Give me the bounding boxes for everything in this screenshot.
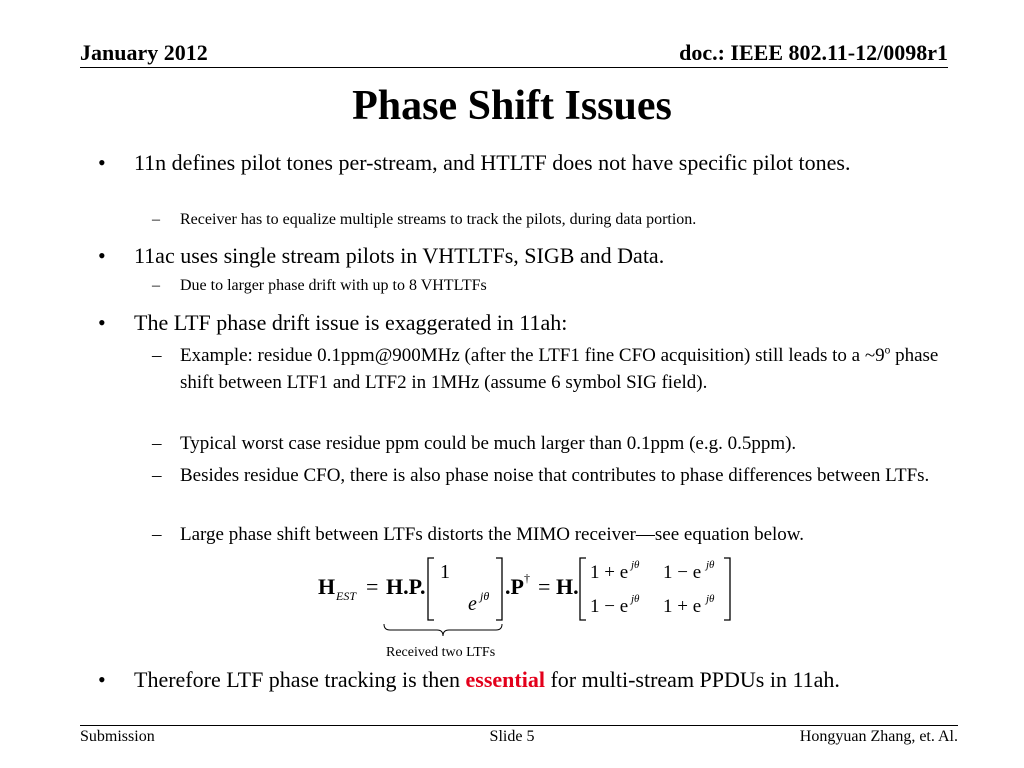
bullet-text: The LTF phase drift issue is exaggerated in 11ah: <box>134 310 568 335</box>
eq-bracket-left-2 <box>580 558 586 620</box>
header-doc-number: doc.: IEEE 802.11-12/0098r1 <box>679 40 948 65</box>
bullet-11ac-pilots <box>98 240 934 271</box>
bullet-marker: • <box>98 310 106 335</box>
eq-m22-sup: jθ <box>480 589 490 603</box>
dash-marker: – <box>152 277 160 294</box>
bullet-ltf-tracking-essential <box>98 664 934 695</box>
sub-bullet-receiver-equalize <box>152 209 940 231</box>
footer-submission: Submission <box>80 728 155 745</box>
sub-bullet-example-residue <box>152 342 950 396</box>
eq-m22: e <box>468 593 477 615</box>
sub-bullet-mimo-distortion <box>152 521 950 548</box>
eq-r12-sup: jθ <box>706 559 715 571</box>
eq-bracket-right-1 <box>496 558 502 620</box>
dash-marker: – <box>152 211 160 228</box>
bullet-marker: • <box>98 150 106 175</box>
eq-r22-sup: jθ <box>706 593 715 605</box>
eq-r11: 1 + e <box>590 562 629 583</box>
eq-equals-2: = <box>538 574 551 599</box>
header-date: January 2012 <box>80 40 208 65</box>
sub-bullet-worst-case <box>152 430 950 457</box>
sub-bullet-phase-drift <box>152 275 940 297</box>
sub-bullet-text: Example: residue 0.1ppm@900MHz (after the LTF1 fine CFO acquisition) still leads to a ~9 <box>180 345 885 366</box>
bullet-marker: • <box>98 667 106 692</box>
eq-bracket-left-1 <box>428 558 434 620</box>
eq-p-dagger: .P <box>505 574 524 599</box>
degree-superscript: o <box>884 344 891 357</box>
eq-brace-label: Received two LTFs <box>386 645 496 660</box>
dash-marker: – <box>152 524 162 545</box>
eq-r11-sup: jθ <box>631 559 640 571</box>
dash-marker: – <box>152 433 162 454</box>
sub-bullet-phase-noise <box>152 462 950 489</box>
sub-bullet-text: Large phase shift between LTFs distorts the MIMO receiver—see equation below. <box>180 524 805 545</box>
eq-hp: H.P. <box>386 574 426 599</box>
footer-slide-number: Slide 5 <box>489 728 535 745</box>
eq-m11: 1 <box>440 561 450 583</box>
eq-lhs-subscript: EST <box>336 589 357 603</box>
eq-r21: 1 − e <box>590 596 629 617</box>
sub-bullet-text: Due to larger phase drift with up to 8 VHTLTFs <box>180 277 487 294</box>
eq-h2: H. <box>556 574 579 599</box>
bullet-marker: • <box>98 243 106 268</box>
eq-lhs-h: H <box>318 574 336 599</box>
eq-r22: 1 + e <box>663 596 702 617</box>
eq-bracket-right-2 <box>724 558 730 620</box>
emphasis-essential: essential <box>465 667 545 692</box>
slide-title: Phase Shift Issues <box>352 83 672 129</box>
dash-marker: – <box>152 345 162 366</box>
mimo-equation <box>300 548 760 663</box>
sub-bullet-text-cont: phase shift between LTF1 and LTF2 in 1MHz (assume 6 symbol SIG field). <box>180 345 939 393</box>
eq-dagger: † <box>524 571 530 585</box>
sub-bullet-text: Receiver has to equalize multiple streams to track the pilots, during data portion. <box>180 211 697 228</box>
footer-divider <box>80 725 958 726</box>
dash-marker: – <box>152 465 162 486</box>
eq-r12: 1 − e <box>663 562 702 583</box>
sub-bullet-text: Besides residue CFO, there is also phase noise that contributes to phase differences between LTFs. <box>180 465 930 486</box>
footer-author: Hongyuan Zhang, et. Al. <box>799 728 958 745</box>
bullet-11n-pilots <box>98 147 934 178</box>
eq-r21-sup: jθ <box>631 593 640 605</box>
eq-underbrace <box>384 624 502 636</box>
bullet-text: 11n defines pilot tones per-stream, and HTLTF does not have specific pilot tones. <box>134 150 851 175</box>
eq-equals-1: = <box>366 574 379 599</box>
bullet-ltf-phase-drift <box>98 307 934 338</box>
bullet-text: 11ac uses single stream pilots in VHTLTFs, SIGB and Data. <box>134 243 665 268</box>
sub-bullet-text: Typical worst case residue ppm could be much larger than 0.1ppm (e.g. 0.5ppm). <box>180 433 797 454</box>
header-divider <box>80 67 948 68</box>
bullet-text: Therefore LTF phase tracking is then <box>134 667 466 692</box>
bullet-text-cont: for multi-stream PPDUs in 11ah. <box>544 667 840 692</box>
